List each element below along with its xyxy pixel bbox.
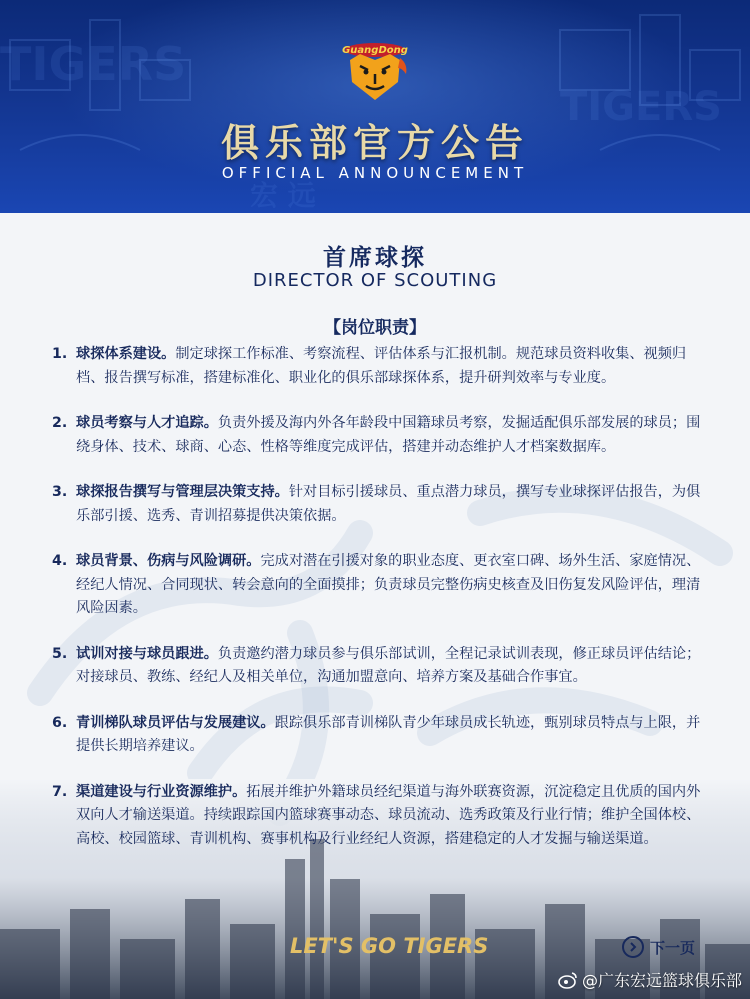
duty-heading: 球员考察与人才追踪。: [76, 415, 218, 431]
duty-number: 2.: [52, 415, 68, 431]
duty-heading: 渠道建设与行业资源维护。: [76, 783, 247, 800]
logo-text: GuangDong: [342, 45, 408, 56]
header-subtitle: OFFICIAL ANNOUNCEMENT: [221, 164, 529, 182]
duty-number: 3.: [52, 484, 68, 500]
duty-number: 7.: [52, 783, 68, 800]
duties-list: [52, 343, 702, 873]
svg-text:宏 远: 宏 远: [250, 179, 316, 212]
duty-number: 5.: [52, 645, 68, 662]
duty-heading: 球探报告撰写与管理层决策支持。: [76, 484, 289, 500]
duty-heading: 球探体系建设。: [76, 346, 176, 362]
duty-heading: 青训梯队球员评估与发展建议。: [76, 714, 275, 731]
duty-item: [52, 781, 702, 852]
duty-description: 完成对潜在引援对象的职业态度、更衣室口碑、场外生活、家庭情况、经纪人情况、合同现状、转会意向的全面摸排；负责球员完整伤病史核查及旧伤复发风险评估，理清风险因素。: [76, 553, 701, 616]
svg-text:TIGERS: TIGERS: [560, 84, 722, 130]
duty-description: 针对目标引援球员、重点潜力球员，撰写专业球探评估报告，为俱乐部引援、选秀、青训招募提供决策依据。: [76, 484, 701, 524]
duty-description: 跟踪俱乐部青训梯队青少年球员成长轨迹，甄别球员特点与上限，并提供长期培养建议。: [76, 714, 701, 754]
duty-item: [52, 550, 702, 621]
duty-description: 负责邀约潜力球员参与俱乐部试训，全程记录试训表现，修正球员评估结论；对接球员、教练、经纪人及相关单位，沟通加盟意向、培养方案及基础合作事宜。: [76, 645, 701, 685]
svg-text:TIGERS: TIGERS: [0, 37, 187, 91]
role-subtitle: DIRECTOR OF SCOUTING: [252, 270, 498, 291]
duty-description: 负责外援及海内外各年龄段中国籍球员考察，发掘适配俱乐部发展的球员；围绕身体、技术、球商、心态、性格等维度完成评估，搭建并动态维护人才档案数据库。: [76, 415, 701, 455]
tiger-logo-icon: [338, 40, 412, 102]
header-title: 俱乐部官方公告: [220, 121, 529, 165]
header-banner: [0, 0, 750, 213]
duty-number: 1.: [52, 346, 68, 362]
weibo-watermark: [558, 968, 742, 991]
chevron-right-circle-icon: [622, 936, 644, 958]
duty-heading: 球员背景、伤病与风险调研。: [76, 553, 261, 569]
section-label: 【岗位职责】: [324, 318, 426, 338]
next-page-label: 下一页: [650, 938, 696, 957]
duty-item: [52, 343, 702, 390]
weibo-handle: @广东宏远篮球俱乐部: [581, 971, 742, 990]
duty-heading: 试训对接与球员跟进。: [76, 645, 218, 662]
duty-item: [52, 643, 702, 690]
duty-item: [52, 412, 702, 459]
role-title: 首席球探: [323, 245, 427, 271]
slogan-text: LET'S GO TIGERS: [290, 934, 489, 958]
duty-description: 拓展并维护外籍球员经纪渠道与海外联赛资源，沉淀稳定且优质的国内外双向人才输送渠道。持续跟踪国内篮球赛事动态、球员流动、选秀政策及行业行情；维护全国体校、高校、校园篮球、青训机构、赛事机构及行业经纪人资源，搭建稳定的人才发掘与输送渠道。: [76, 783, 701, 847]
weibo-icon: [558, 971, 578, 989]
duty-number: 6.: [52, 714, 68, 731]
duty-number: 4.: [52, 553, 68, 569]
duty-description: 制定球探工作标准、考察流程、评估体系与汇报机制。规范球员资料收集、视频归档、报告撰写标准，搭建标准化、职业化的俱乐部球探体系，提升研判效率与专业度。: [76, 346, 687, 386]
duty-item: [52, 481, 702, 528]
next-page-button[interactable]: [622, 934, 695, 960]
duty-item: [52, 712, 702, 759]
